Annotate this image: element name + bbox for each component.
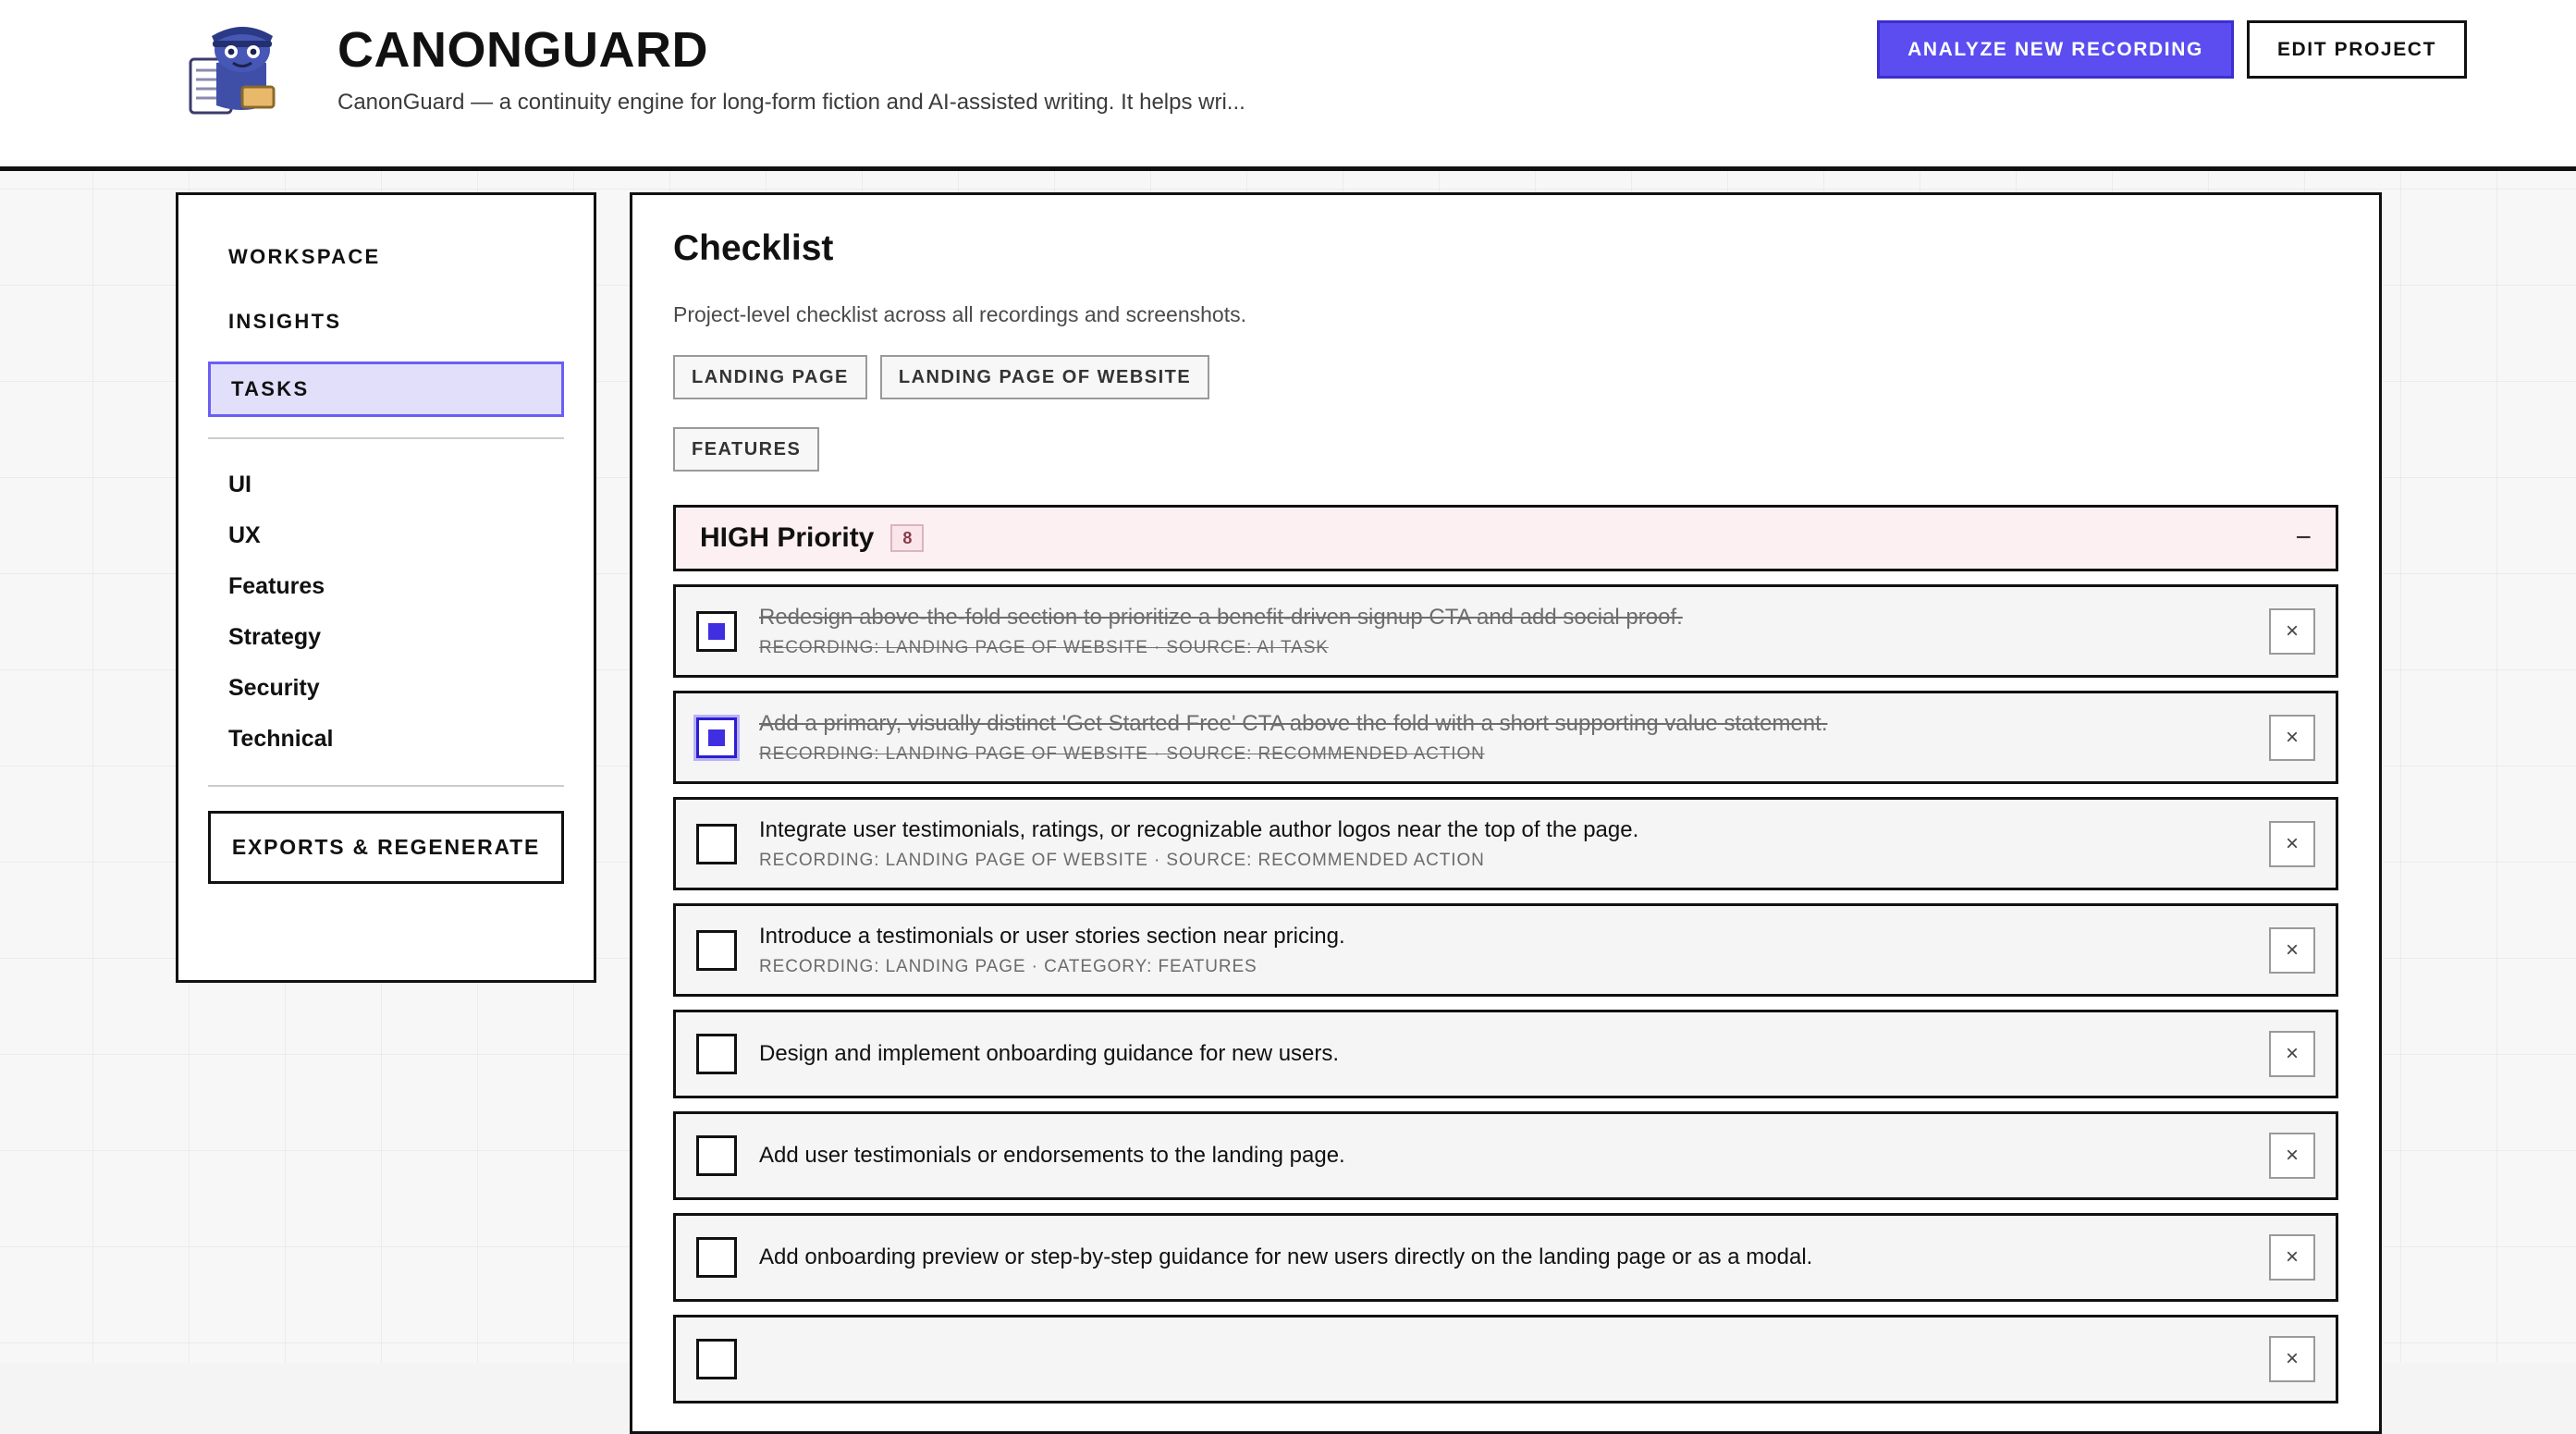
app-header	[0, 0, 2576, 171]
task-row[interactable]	[673, 797, 2338, 890]
sidebar-category-ux[interactable]: UX	[228, 522, 261, 548]
filter-chip-group	[673, 355, 1783, 399]
filter-chip-landing-page[interactable]: LANDING PAGE	[673, 355, 867, 399]
edit-project-button[interactable]: EDIT PROJECT	[2247, 20, 2467, 79]
section-title: HIGH Priority	[700, 522, 875, 553]
delete-task-icon[interactable]: ×	[2269, 1031, 2315, 1077]
task-body	[759, 816, 2247, 871]
delete-task-icon[interactable]: ×	[2269, 927, 2315, 974]
page-description: Project-level checklist across all recordings and screenshots.	[673, 302, 1246, 326]
task-body	[759, 923, 2247, 977]
task-body	[759, 1244, 2247, 1271]
task-checkbox[interactable]	[696, 1237, 737, 1278]
filter-chip-features[interactable]: FEATURES	[673, 427, 819, 472]
task-body	[759, 1040, 2247, 1068]
task-checkbox[interactable]	[696, 1034, 737, 1074]
delete-task-icon[interactable]: ×	[2269, 1234, 2315, 1281]
sidebar-category-technical[interactable]: Technical	[228, 726, 334, 752]
task-checkbox[interactable]	[696, 1339, 737, 1379]
section-header-left	[700, 522, 924, 554]
task-meta: RECORDING: LANDING PAGE OF WEBSITE · SOURCE: RECOMMENDED ACTION	[759, 851, 1485, 870]
task-row[interactable]	[673, 584, 2338, 678]
task-meta: RECORDING: LANDING PAGE OF WEBSITE · SOURCE: RECOMMENDED ACTION	[759, 744, 1485, 764]
sidebar-category-features[interactable]: Features	[228, 573, 325, 599]
task-text: Design and implement onboarding guidance for new users.	[759, 1041, 1340, 1066]
sidebar-category-security[interactable]: Security	[228, 675, 320, 701]
body-wrapper	[0, 171, 2576, 1434]
task-checkbox[interactable]	[696, 717, 737, 758]
exports-and-regenerate-button[interactable]: EXPORTS & REGENERATE	[208, 811, 564, 884]
header-title-block	[337, 24, 1245, 116]
sidebar-item-workspace[interactable]: WORKSPACE	[228, 245, 381, 268]
sidebar-category-strategy[interactable]: Strategy	[228, 624, 322, 650]
high-priority-section-header[interactable]	[673, 505, 2338, 571]
section-count-badge: 8	[890, 524, 924, 552]
task-body	[759, 1142, 2247, 1170]
task-row[interactable]	[673, 903, 2338, 997]
task-checkbox[interactable]	[696, 824, 737, 864]
task-text: Integrate user testimonials, ratings, or recognizable author logos near the top of the page.	[759, 817, 1639, 842]
delete-task-icon[interactable]: ×	[2269, 1336, 2315, 1382]
task-row[interactable]	[673, 1111, 2338, 1200]
filter-chip-group-second-row	[673, 427, 1783, 472]
task-text: Add user testimonials or endorsements to the landing page.	[759, 1143, 1345, 1168]
task-row[interactable]	[673, 1213, 2338, 1302]
task-row[interactable]	[673, 691, 2338, 784]
sidebar	[176, 192, 596, 983]
task-checkbox[interactable]	[696, 611, 737, 652]
task-body	[759, 710, 2247, 765]
task-text: Introduce a testimonials or user stories section near pricing.	[759, 924, 1345, 949]
task-row[interactable]	[673, 1010, 2338, 1098]
robot-mascot-icon	[185, 20, 287, 124]
task-body	[759, 604, 2247, 658]
delete-task-icon[interactable]: ×	[2269, 715, 2315, 761]
delete-task-icon[interactable]: ×	[2269, 821, 2315, 867]
task-text: Redesign above-the-fold section to prioritize a benefit-driven signup CTA and add social proof.	[759, 605, 1683, 630]
delete-task-icon[interactable]: ×	[2269, 1133, 2315, 1179]
main-panel	[630, 192, 2382, 1434]
sidebar-item-tasks[interactable]: TASKS	[208, 362, 564, 417]
task-meta: RECORDING: LANDING PAGE · CATEGORY: FEATURES	[759, 957, 1257, 976]
app-title: CANONGUARD	[337, 22, 708, 78]
collapse-section-icon[interactable]: −	[2295, 522, 2312, 553]
task-row[interactable]	[673, 1315, 2338, 1403]
task-meta: RECORDING: LANDING PAGE OF WEBSITE · SOURCE: AI TASK	[759, 638, 1329, 657]
header-actions	[1877, 20, 2467, 79]
app-subtitle: CanonGuard — a continuity engine for long-form fiction and AI-assisted writing. It helps wri...	[337, 89, 1245, 115]
analyze-new-recording-button[interactable]: ANALYZE NEW RECORDING	[1877, 20, 2234, 79]
filter-chip-landing-page-of-website[interactable]: LANDING PAGE OF WEBSITE	[880, 355, 1209, 399]
sidebar-divider-top	[208, 437, 564, 439]
sidebar-category-ui[interactable]: UI	[228, 472, 251, 497]
task-checkbox[interactable]	[696, 930, 737, 971]
task-text: Add onboarding preview or step-by-step guidance for new users directly on the landing page or as a modal.	[759, 1244, 1813, 1269]
sidebar-item-insights[interactable]: INSIGHTS	[228, 310, 342, 333]
task-checkbox[interactable]	[696, 1135, 737, 1176]
task-text: Add a primary, visually distinct 'Get Started Free' CTA above the fold with a short supporting value statement.	[759, 711, 1828, 736]
page-title: Checklist	[673, 228, 834, 268]
delete-task-icon[interactable]: ×	[2269, 608, 2315, 655]
sidebar-divider-bottom	[208, 785, 564, 787]
